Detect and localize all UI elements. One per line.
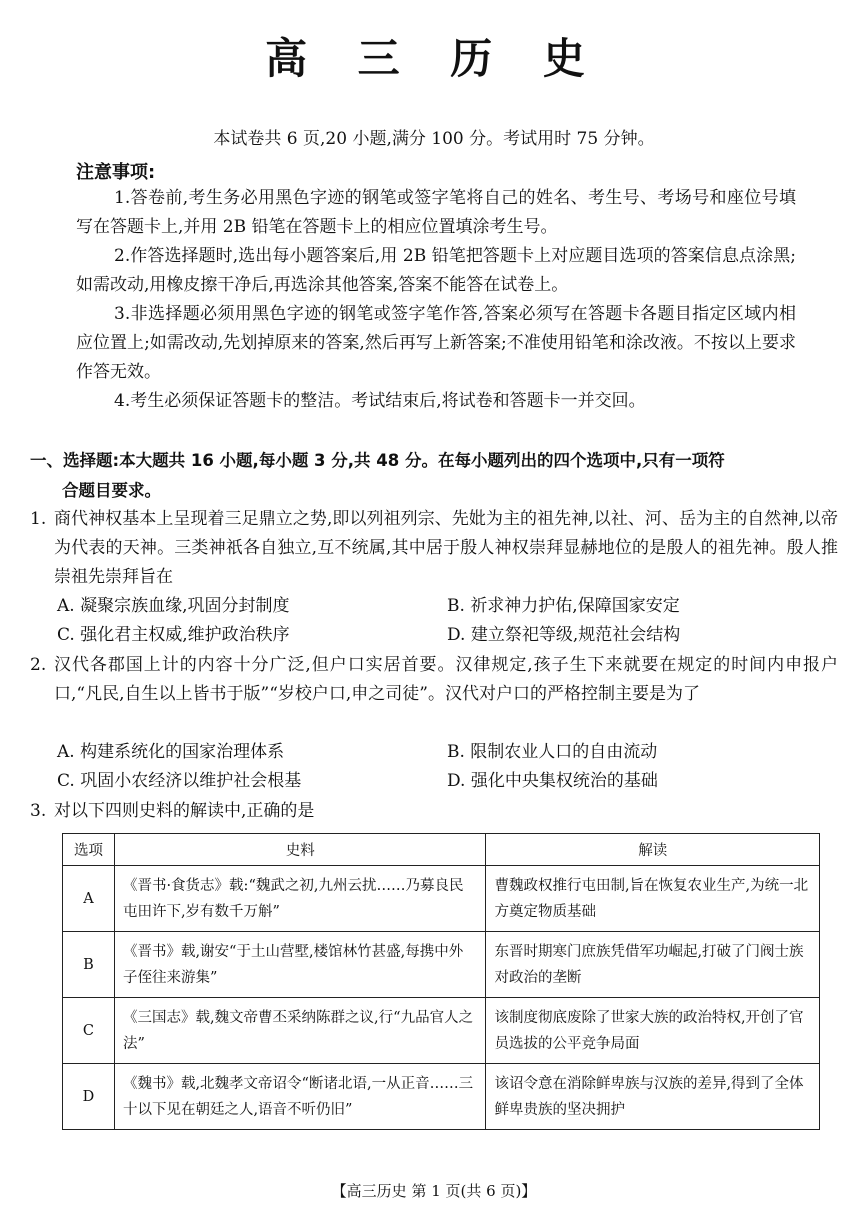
option-a: A. 凝聚宗族血缘,巩固分封制度 — [57, 596, 290, 616]
question-stem: 汉代各郡国上计的内容十分广泛,但户口实居首要。汉律规定,孩子生下来就要在规定的时间内申报户口,“凡民,自生以上皆书于版”“岁校户口,申之司徒”。汉代对户口的严格控制主要是为了 — [54, 655, 838, 704]
table-row — [63, 932, 820, 998]
table-header: 解读 — [486, 834, 820, 866]
section-heading-line: 一、选择题:本大题共 16 小题,每小题 3 分,共 48 分。在每小题列出的四个选项中,只有一项符 — [30, 451, 725, 470]
notice-item: 3.非选择题必须用黑色字迹的钢笔或签字笔作答,答案必须写在答题卡各题目指定区域内相应位置上;如需改动,先划掉原来的答案,然后再写上新答案;不准使用铅笔和涂改液。不按以上要求作答无效。 — [76, 304, 796, 382]
notice-item: 1.答卷前,考生务必用黑色字迹的钢笔或签字笔将自己的姓名、考生号、考场号和座位号填写在答题卡上,并用 2B 铅笔在答题卡上的相应位置填涂考生号。 — [76, 188, 796, 237]
table-cell-source: 《晋书·食货志》载:“魏武之初,九州云扰……乃募良民屯田许下,岁有数千万斛” — [114, 866, 486, 932]
source-table — [62, 833, 820, 1130]
table-cell-option: B — [63, 932, 115, 998]
table-header-row — [63, 834, 820, 866]
page-footer: 【高三历史 第 1 页(共 6 页)】 — [331, 1182, 537, 1200]
table-cell-source: 《魏书》载,北魏孝文帝诏令“断诸北语,一从正音……三十以下见在朝廷之人,语音不听仍旧” — [114, 1064, 486, 1130]
option-b: B. 祈求神力护佑,保障国家安定 — [447, 596, 680, 616]
question-stem: 对以下四则史料的解读中,正确的是 — [54, 801, 315, 821]
table-cell-reading: 该制度彻底废除了世家大族的政治特权,开创了官员选拔的公平竞争局面 — [486, 998, 820, 1064]
question-1 — [30, 505, 838, 592]
question-number: 2. — [30, 655, 47, 675]
table-cell-reading: 曹魏政权推行屯田制,旨在恢复农业生产,为统一北方奠定物质基础 — [486, 866, 820, 932]
table-cell-option: C — [63, 998, 115, 1064]
table-cell-reading: 东晋时期寒门庶族凭借军功崛起,打破了门阀士族对政治的垄断 — [486, 932, 820, 998]
question-number: 1. — [30, 509, 47, 529]
table-cell-source: 《晋书》载,谢安“于土山营墅,楼馆林竹甚盛,每携中外子侄往来游集” — [114, 932, 486, 998]
table-row — [63, 998, 820, 1064]
table-row — [63, 1064, 820, 1130]
table-cell-source: 《三国志》载,魏文帝曹丕采纳陈群之议,行“九品官人之法” — [114, 998, 486, 1064]
question-2 — [30, 651, 838, 709]
notice-item: 2.作答选择题时,选出每小题答案后,用 2B 铅笔把答题卡上对应题目选项的答案信息点涂黑;如需改动,用橡皮擦干净后,再选涂其他答案,答案不能答在试卷上。 — [76, 246, 796, 295]
table-row — [63, 866, 820, 932]
table-cell-reading: 该诏令意在消除鲜卑族与汉族的差异,得到了全体鲜卑贵族的坚决拥护 — [486, 1064, 820, 1130]
exam-intro: 本试卷共 6 页,20 小题,满分 100 分。考试用时 75 分钟。 — [213, 129, 655, 149]
page-title: 高 三 历 史 — [265, 34, 603, 83]
question-number: 3. — [30, 801, 47, 821]
section-heading — [30, 446, 840, 506]
table-header: 选项 — [63, 834, 115, 866]
option-c: C. 巩固小农经济以维护社会根基 — [57, 771, 302, 791]
option-a: A. 构建系统化的国家治理体系 — [57, 742, 285, 762]
notice-list — [76, 184, 796, 416]
option-c: C. 强化君主权威,维护政治秩序 — [57, 625, 290, 645]
question-stem: 商代神权基本上呈现着三足鼎立之势,即以列祖列宗、先妣为主的祖先神,以社、河、岳为主的自然神,以帝为代表的天神。三类神祇各自独立,互不统属,其中居于殷人神权崇拜显赫地位的是殷人的祖先神。殷人推崇祖先崇拜旨在 — [54, 509, 838, 587]
table-header: 史料 — [114, 834, 486, 866]
option-b: B. 限制农业人口的自由流动 — [447, 742, 658, 762]
section-heading-line: 合题目要求。 — [62, 481, 161, 500]
notice-item: 4.考生必须保证答题卡的整洁。考试结束后,将试卷和答题卡一并交回。 — [114, 391, 646, 411]
option-d: D. 强化中央集权统治的基础 — [447, 771, 658, 791]
notice-heading: 注意事项: — [76, 162, 156, 183]
table-cell-option: A — [63, 866, 115, 932]
question-3 — [30, 797, 838, 826]
option-d: D. 建立祭祀等级,规范社会结构 — [447, 625, 681, 645]
table-cell-option: D — [63, 1064, 115, 1130]
